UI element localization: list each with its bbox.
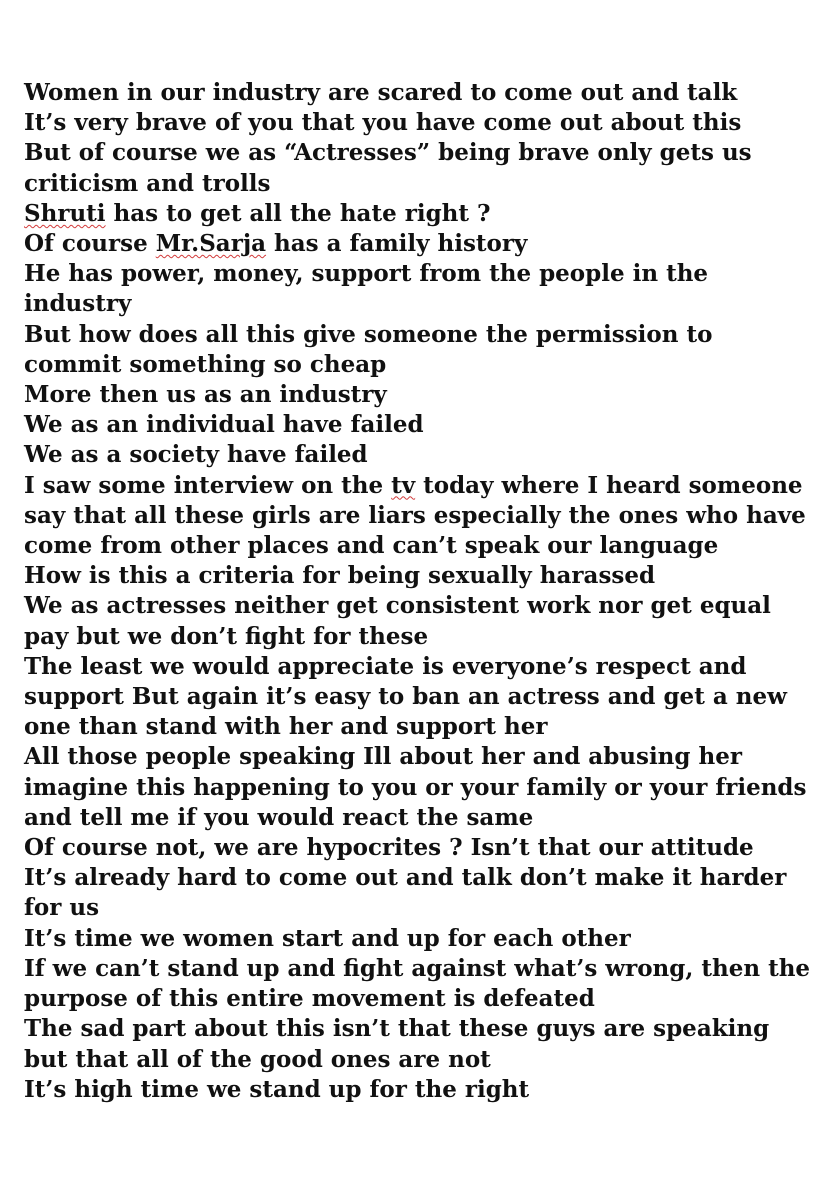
text-line: But of course we as “Actresses” being brave only gets us criticism and trolls	[24, 139, 752, 197]
text-line: If we can’t stand up and fight against what’s wrong, then the purpose of this entire movement is defeated	[24, 954, 811, 1013]
spellcheck-flagged-word: tv	[391, 471, 416, 499]
text-line: Of course not, we are hypocrites ? Isn’t that our attitude	[24, 834, 754, 862]
text-line: It’s already hard to come out and talk don’t make it harder for us	[24, 864, 787, 922]
text-line: It’s high time we stand up for the right	[24, 1075, 530, 1103]
spellcheck-flagged-word: Shruti	[24, 199, 106, 227]
text-line: We as an individual have failed	[24, 411, 424, 439]
text-line	[24, 471, 814, 562]
text-line: But how does all this give someone the permission to commit something so cheap	[24, 320, 713, 378]
text-fragment: I saw some interview on the	[24, 471, 392, 499]
statement-document	[24, 78, 814, 1105]
text-line: Women in our industry are scared to come out and talk	[24, 79, 738, 106]
text-line: The least we would appreciate is everyone’s respect and support But again it’s easy to ban an actress and get a new one than stand with her and support her	[24, 652, 787, 741]
text-fragment: has a family history	[266, 230, 528, 258]
text-line: How is this a criteria for being sexually harassed	[24, 562, 656, 590]
text-line: We as a society have failed	[24, 441, 368, 469]
text-fragment: Of course	[24, 230, 156, 258]
text-line	[24, 229, 814, 259]
text-line: It’s very brave of you that you have come out about this	[24, 109, 742, 137]
text-line: He has power, money, support from the people in the industry	[24, 260, 709, 318]
text-line: More then us as an industry	[24, 381, 387, 409]
spellcheck-flagged-word: Mr.Sarja	[155, 230, 267, 258]
text-line: All those people speaking Ill about her and abusing her imagine this happening to you or your family or your friends and tell me if you would react the same	[24, 743, 807, 831]
text-fragment: today where I heard someone say that all these girls are liars especially the ones who have come from other places and can’t speak our language	[24, 471, 806, 560]
text-line: The sad part about this isn’t that these guys are speaking but that all of the good ones are not	[24, 1015, 770, 1073]
text-line: We as actresses neither get consistent work nor get equal pay but we don’t fight for these	[24, 592, 771, 650]
text-line: It’s time we women start and up for each other	[24, 924, 631, 952]
text-line	[24, 199, 814, 229]
text-fragment: has to get all the hate right ?	[105, 199, 491, 227]
